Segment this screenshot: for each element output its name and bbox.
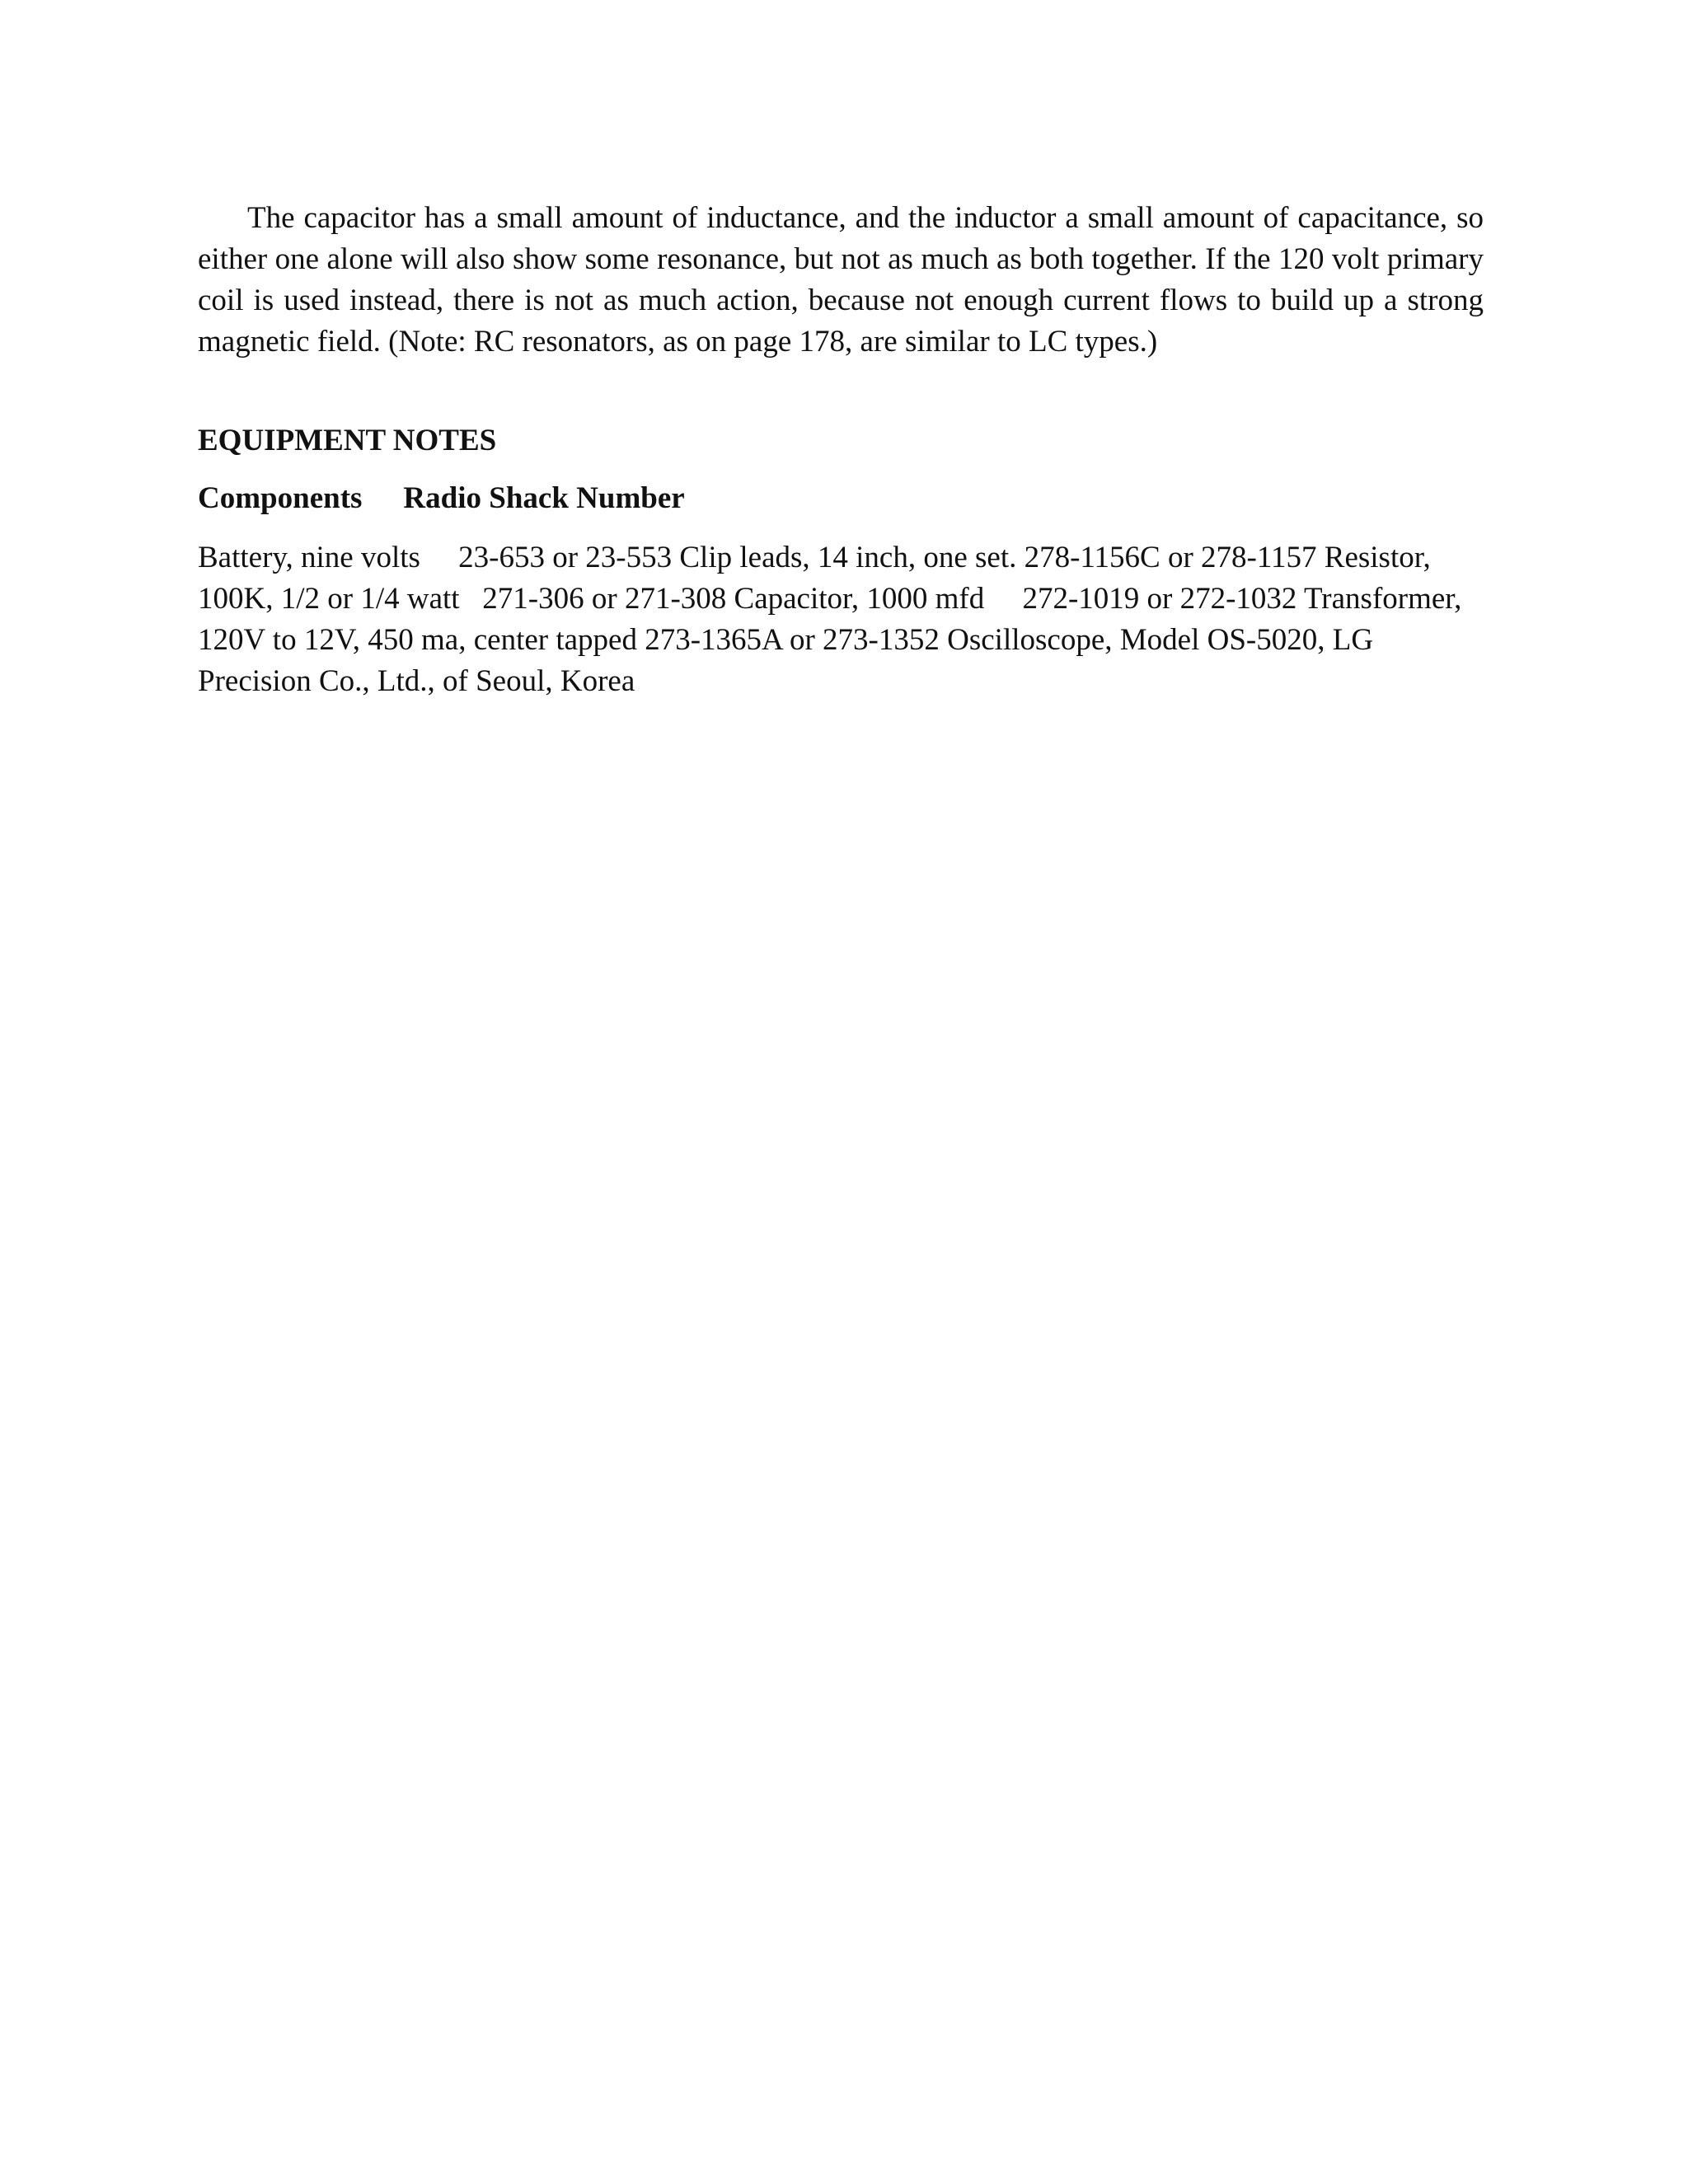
document-page (198, 198, 1484, 702)
column-header-components: Components (198, 481, 363, 515)
column-header-radio-shack-number: Radio Shack Number (403, 481, 685, 515)
section-heading: EQUIPMENT NOTES (198, 424, 497, 457)
equipment-column-headers (198, 478, 1484, 519)
body-paragraph: The capacitor has a small amount of inductance, and the inductor a small amount of capacitance, so either one alone will also show some resonance, but not as much as both together. If the 120 volt primary coil is used instead, there is not as much action, because not enough current flows to build up a strong magnetic field. (Note: RC resonators, as on page 178, are similar to LC types.) (198, 201, 1484, 359)
equipment-list-text: Battery, nine volts 23-653 or 23-553 Clip leads, 14 inch, one set. 278-1156C or 278-1157 Resistor, 100K, 1/2 or 1/4 watt 271-306 or 271-308 Capacitor, 1000 mfd 272-1019 or 272-1032 Transformer, 120V to 12V, 450 ma, center tapped 273-1365A or 273-1352 Oscilloscope, Model OS-5020, LG Precision Co., Ltd., of Seoul, Korea (198, 541, 1470, 698)
